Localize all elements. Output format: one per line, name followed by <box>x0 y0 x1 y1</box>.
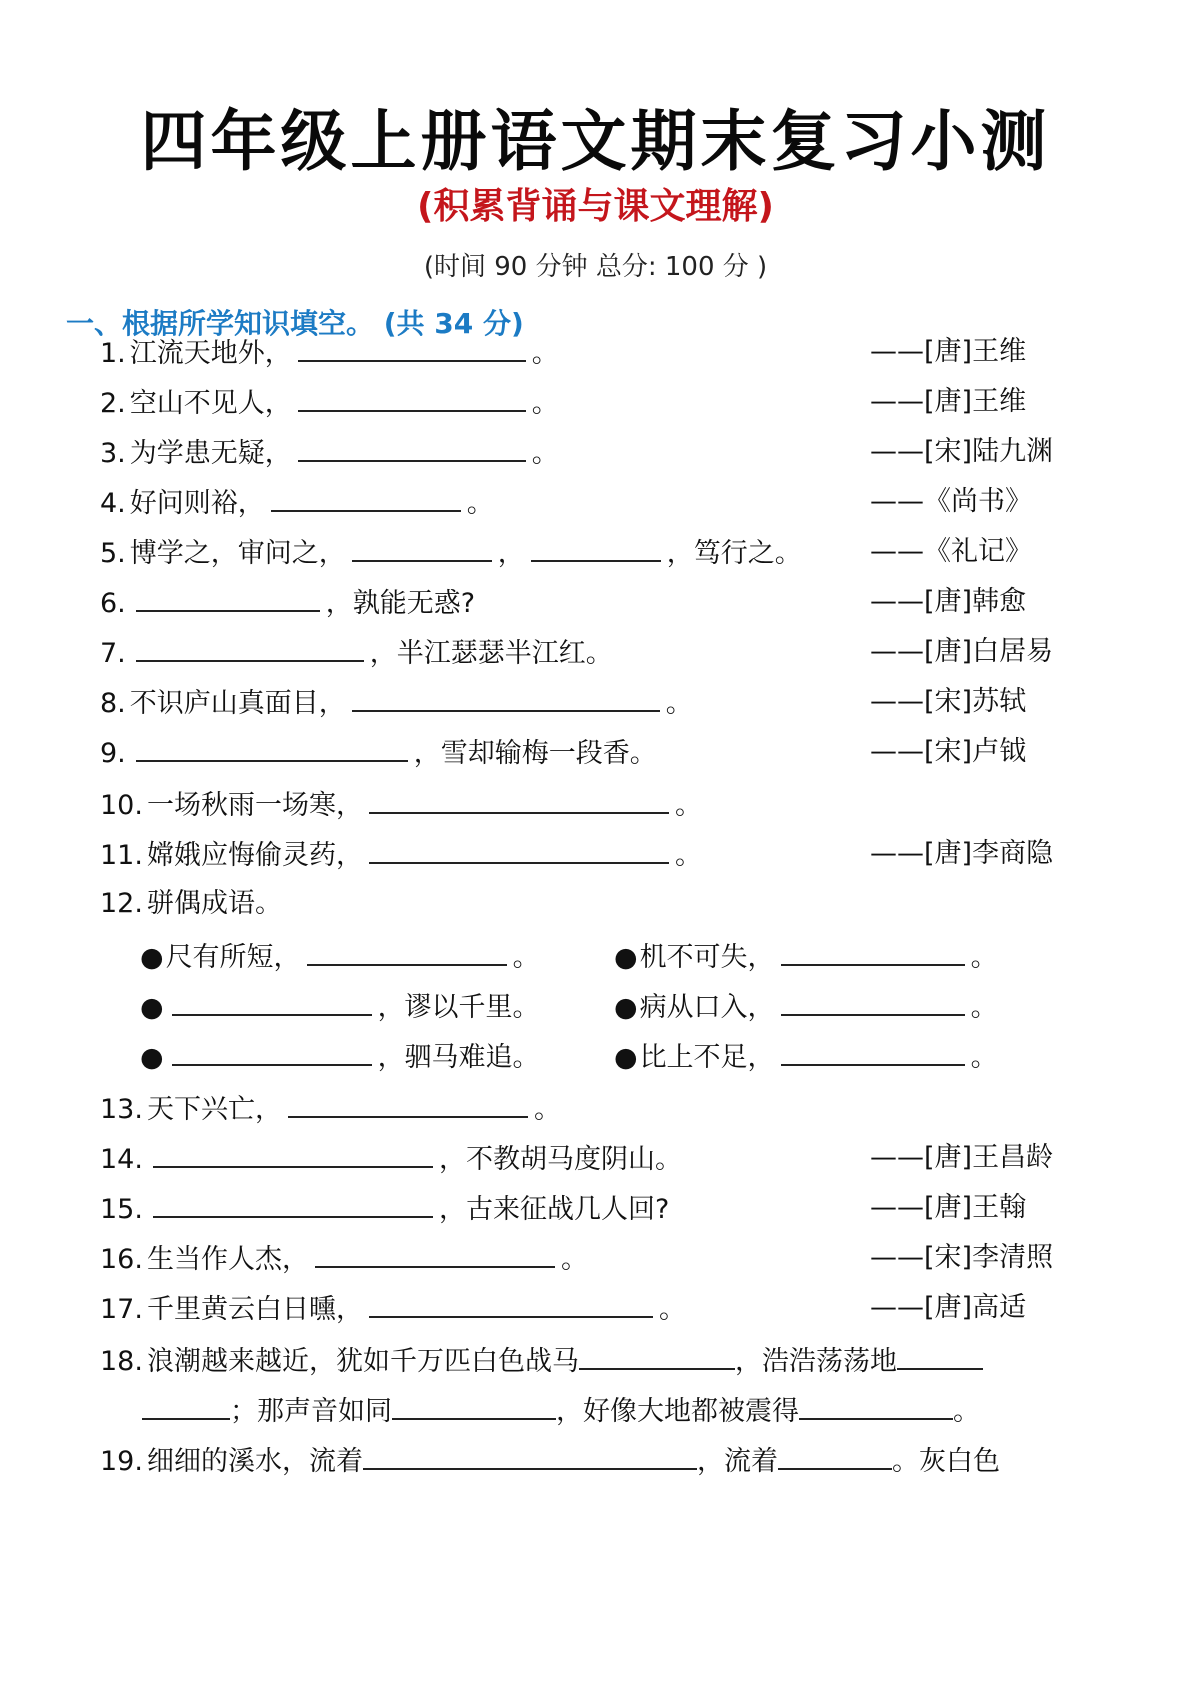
bullet-icon: ● <box>140 1042 164 1073</box>
question-8: 8. 不识庐山真面目， 。 <box>100 684 693 722</box>
answer-blank[interactable] <box>153 1140 433 1168</box>
answer-blank[interactable] <box>799 1392 953 1420</box>
answer-blank[interactable] <box>172 988 372 1016</box>
idiom-item: ●比上不足， 。 <box>614 1038 998 1076</box>
question-17: 17. 千里黄云白日曛， 。 <box>100 1290 686 1328</box>
question-15: 15. ，古来征战几人回? <box>100 1190 669 1228</box>
answer-blank[interactable] <box>298 384 526 412</box>
author-attribution: ——《礼记》 <box>870 536 1032 567</box>
question-11: 11. 嫦娥应悔偷灵药， 。 <box>100 836 702 874</box>
answer-blank[interactable] <box>315 1240 555 1268</box>
question-7: 7. ，半江瑟瑟半江红。 <box>100 634 613 672</box>
question-1: 1. 江流天地外， 。 <box>100 334 559 372</box>
author-attribution: ——[唐]高适 <box>870 1292 1027 1323</box>
page-title: 四年级上册语文期末复习小测 <box>140 103 1051 180</box>
answer-blank[interactable] <box>136 734 408 762</box>
answer-blank[interactable] <box>298 334 526 362</box>
author-attribution: ——《尚书》 <box>870 486 1032 517</box>
question-16: 16. 生当作人杰， 。 <box>100 1240 588 1278</box>
author-attribution: ——[唐]王维 <box>870 386 1027 417</box>
answer-blank[interactable] <box>781 988 965 1016</box>
answer-blank[interactable] <box>352 534 492 562</box>
author-attribution: ——[宋]陆九渊 <box>870 436 1054 467</box>
question-12: 12. 骈偶成语。 <box>100 888 282 919</box>
bullet-icon: ● <box>614 992 638 1023</box>
author-attribution: ——[宋]李清照 <box>870 1242 1054 1273</box>
answer-blank[interactable] <box>298 434 526 462</box>
answer-blank[interactable] <box>897 1342 983 1370</box>
author-attribution: ——[唐]李商隐 <box>870 838 1054 869</box>
idiom-item: ●机不可失， 。 <box>614 938 998 976</box>
question-10: 10. 一场秋雨一场寒， 。 <box>100 786 702 824</box>
bullet-icon: ● <box>614 1042 638 1073</box>
answer-blank[interactable] <box>136 634 364 662</box>
question-13: 13. 天下兴亡， 。 <box>100 1090 561 1128</box>
answer-blank[interactable] <box>778 1442 892 1470</box>
question-14: 14. ，不教胡马度阴山。 <box>100 1140 682 1178</box>
author-attribution: ——[宋]苏轼 <box>870 686 1027 717</box>
question-9: 9. ，雪却输梅一段香。 <box>100 734 657 772</box>
answer-blank[interactable] <box>136 584 320 612</box>
answer-blank[interactable] <box>307 938 507 966</box>
author-attribution: ——[宋]卢钺 <box>870 736 1027 767</box>
answer-blank[interactable] <box>781 1038 965 1066</box>
answer-blank[interactable] <box>288 1090 528 1118</box>
answer-blank[interactable] <box>369 836 669 864</box>
answer-blank[interactable] <box>369 1290 653 1318</box>
page-subtitle: (积累背诵与课文理解) <box>417 186 774 227</box>
answer-blank[interactable] <box>369 786 669 814</box>
author-attribution: ——[唐]王翰 <box>870 1192 1027 1223</box>
answer-blank[interactable] <box>172 1038 372 1066</box>
answer-blank[interactable] <box>271 484 461 512</box>
author-attribution: ——[唐]白居易 <box>870 636 1054 667</box>
question-2: 2. 空山不见人， 。 <box>100 384 559 422</box>
answer-blank[interactable] <box>352 684 660 712</box>
question-18-continued: ；那声音如同 ，好像大地都被震得 。 <box>142 1392 980 1430</box>
answer-blank[interactable] <box>531 534 661 562</box>
question-18: 18. 浪潮越来越近，犹如千万匹白色战马 ，浩浩荡荡地 <box>100 1342 983 1380</box>
question-number: 1. <box>100 338 126 369</box>
bullet-icon: ● <box>614 942 638 973</box>
idiom-item: ●病从口入， 。 <box>614 988 998 1026</box>
answer-blank[interactable] <box>142 1392 230 1420</box>
author-attribution: ——[唐]王维 <box>870 336 1027 367</box>
author-attribution: ——[唐]韩愈 <box>870 586 1027 617</box>
question-6: 6. ，孰能无惑? <box>100 584 475 622</box>
exam-meta: (时间 90 分钟 总分: 100 分 ) <box>423 252 768 282</box>
question-19: 19. 细细的溪水，流着 ，流着 。灰白色 <box>100 1442 1000 1480</box>
idiom-item: ● ，谬以千里。 <box>140 988 540 1026</box>
idiom-item: ● ，驷马难追。 <box>140 1038 540 1076</box>
answer-blank[interactable] <box>153 1190 433 1218</box>
bullet-icon: ● <box>140 992 164 1023</box>
author-attribution: ——[唐]王昌龄 <box>870 1142 1054 1173</box>
question-4: 4. 好问则裕， 。 <box>100 484 494 522</box>
question-5: 5. 博学之，审问之， ， ，笃行之。 <box>100 534 802 572</box>
bullet-icon: ● <box>140 942 164 973</box>
answer-blank[interactable] <box>363 1442 697 1470</box>
answer-blank[interactable] <box>392 1392 556 1420</box>
section-heading: 一、根据所学知识填空。 (共 34 分) <box>66 307 524 340</box>
idiom-item: ●尺有所短， 。 <box>140 938 540 976</box>
answer-blank[interactable] <box>579 1342 735 1370</box>
answer-blank[interactable] <box>781 938 965 966</box>
question-3: 3. 为学患无疑， 。 <box>100 434 559 472</box>
